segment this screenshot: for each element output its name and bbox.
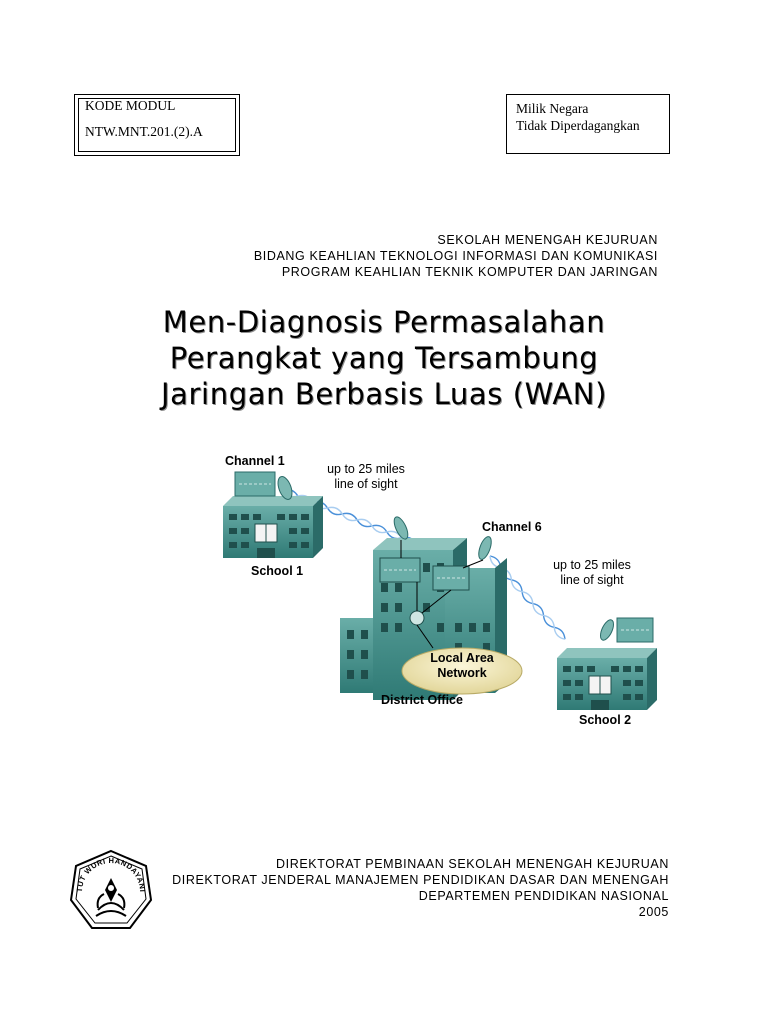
module-code-value: NTW.MNT.201.(2).A (85, 124, 203, 139)
tut-wuri-handayani-emblem-icon (68, 848, 154, 934)
range-1-label (311, 462, 421, 492)
lan-line-1: Local Area (430, 651, 494, 665)
district-office-label: District Office (381, 693, 463, 707)
school-1-building (223, 496, 323, 558)
header-line-3: PROGRAM KEAHLIAN TEKNIK KOMPUTER DAN JARINGAN (281, 265, 658, 279)
wan-diagram (205, 448, 675, 743)
school-2-label: School 2 (579, 713, 632, 727)
ownership-box (506, 94, 670, 154)
lan-label (412, 651, 512, 681)
ownership-line-2: Tidak Diperdagangkan (516, 118, 640, 133)
title-line-1: Men-Diagnosis Permasalahan (162, 305, 606, 339)
footer-year: 2005 (638, 905, 669, 919)
header-line-2: BIDANG KEAHLIAN TEKNOLOGI INFORMASI DAN KOMUNIKASI (253, 249, 658, 263)
title-line-3: Jaringan Berbasis Luas (WAN) (161, 377, 607, 411)
lan-line-2: Network (437, 666, 487, 680)
channel-1-label: Channel 1 (225, 454, 285, 468)
school-2-building (557, 648, 657, 710)
school-2-antenna (598, 618, 653, 642)
footer-line-2: DIREKTORAT JENDERAL MANAJEMEN PENDIDIKAN DASAR DAN MENENGAH (172, 873, 669, 887)
range-2-line-2: line of sight (560, 573, 624, 587)
footer-line-1: DIREKTORAT PEMBINAAN SEKOLAH MENENGAH KEJURUAN (276, 857, 669, 871)
channel-6-label: Channel 6 (482, 520, 542, 534)
title-line-2: Perangkat yang Tersambung (169, 341, 599, 375)
range-2-label (537, 558, 647, 588)
module-code-label: KODE MODUL (85, 98, 176, 113)
document-title (0, 304, 768, 412)
range-1-line-2: line of sight (334, 477, 398, 491)
school-1-label: School 1 (251, 564, 304, 578)
header-line-1: SEKOLAH MENENGAH KEJURUAN (437, 233, 658, 247)
range-2-line-1: up to 25 miles (553, 558, 631, 572)
publisher-footer (172, 856, 669, 920)
footer-line-3: DEPARTEMEN PENDIDIKAN NASIONAL (418, 889, 669, 903)
institution-header (254, 232, 658, 280)
ownership-line-1: Milik Negara (516, 101, 589, 116)
svg-text:TUT WURI HANDAYANI: TUT WURI HANDAYANI (74, 855, 148, 893)
module-code-box (74, 94, 240, 156)
range-1-line-1: up to 25 miles (327, 462, 405, 476)
